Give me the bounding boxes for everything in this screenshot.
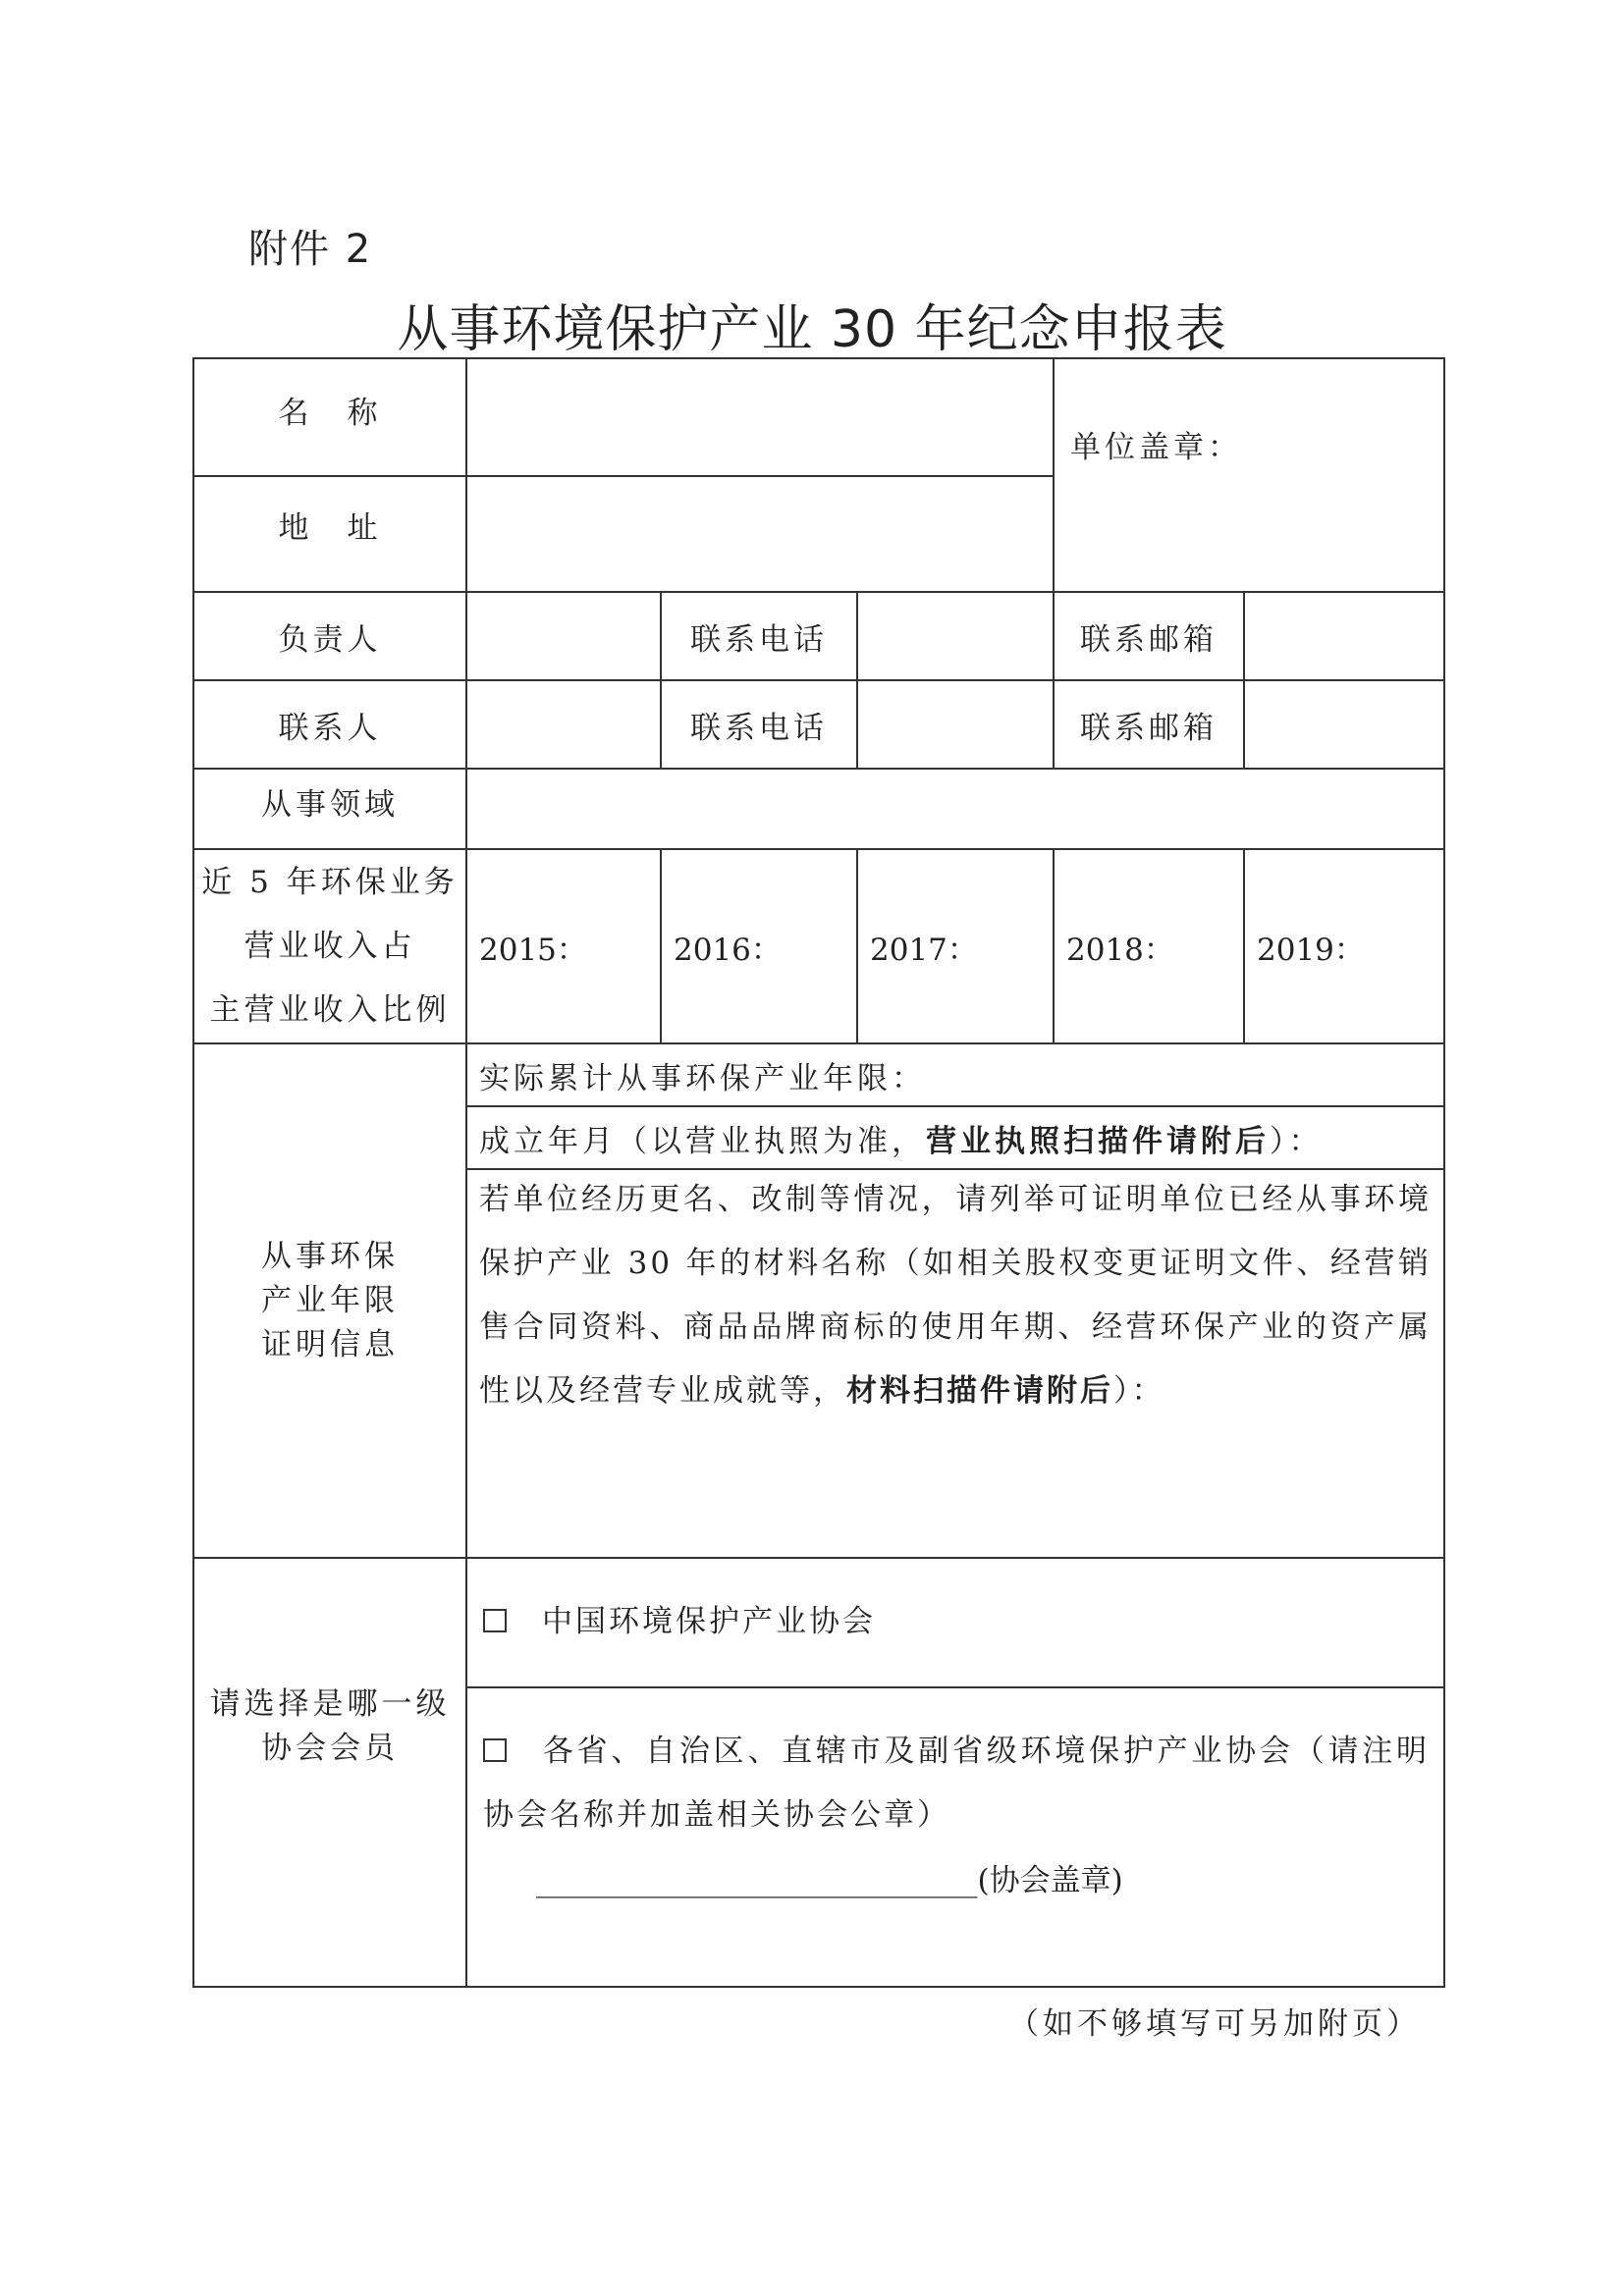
name-label: 名 称 <box>278 395 382 431</box>
row1-role-input[interactable] <box>465 591 662 681</box>
revenue-label: 近 5 年环保业务 营业收入占 主营业收入比例 <box>201 864 459 1028</box>
proof-bold-note: 材料扫描件请附后 <box>846 1373 1113 1409</box>
year-2018: 2018： <box>1066 932 1174 968</box>
address-input-cell[interactable] <box>465 475 1055 593</box>
row1-phone-label: 联系电话 <box>690 621 828 658</box>
proof-label: 从事环保 产业年限 证明信息 <box>261 1238 399 1362</box>
row1-email-label: 联系邮箱 <box>1080 621 1218 658</box>
row2-email-label: 联系邮箱 <box>1080 710 1218 746</box>
checkbox-provincial[interactable] <box>483 1738 507 1762</box>
row2-role-label: 联系人 <box>278 710 382 746</box>
row1-email-input[interactable] <box>1243 591 1445 681</box>
row2-phone-input[interactable] <box>856 679 1055 770</box>
year-2015: 2015： <box>479 932 587 968</box>
row2-phone-label: 联系电话 <box>690 710 828 746</box>
year-2017: 2017： <box>870 932 978 968</box>
national-option[interactable]: 中国环境保护产业协会 <box>483 1590 1426 1654</box>
year-2019: 2019： <box>1257 932 1365 968</box>
form-title: 从事环境保护产业 30 年纪念申报表 <box>397 300 1227 359</box>
founding-line: 成立年月（以营业执照为准， 营业执照扫描件请附后 ）： <box>465 1105 1445 1170</box>
year-2016: 2016： <box>674 932 782 968</box>
row2-role-input[interactable] <box>465 679 662 770</box>
founding-bold-note: 营业执照扫描件请附后 <box>926 1123 1270 1159</box>
proof-years-line: 实际累计从事环保产业年限： <box>479 1060 926 1096</box>
row1-phone-input[interactable] <box>856 591 1055 681</box>
name-input-cell[interactable] <box>465 357 1055 477</box>
association-seal-line: _____________________________(协会盖章) <box>536 1863 1123 1898</box>
application-form <box>192 357 1445 1988</box>
field-label: 从事领域 <box>261 786 399 823</box>
address-label: 地 址 <box>278 509 382 546</box>
proof-paragraph: 若单位经历更名、改制等情况，请列举可证明单位已经从事环境保护产业 30 年的材料名称（如相关股权变更证明文件、经营销售合同资料、商品品牌商标的使用年期、经营环保产业的资产属性以及经营专业成就等，材料扫描件请附后）： <box>479 1182 1432 1409</box>
annex-label: 附件 2 <box>248 227 373 272</box>
seal-label: 单位盖章： <box>1070 429 1242 465</box>
row1-role-label: 负责人 <box>278 621 382 658</box>
field-input-cell[interactable] <box>465 768 1445 850</box>
member-label: 请选择是哪一级 协会会员 <box>209 1686 451 1766</box>
checkbox-national[interactable] <box>483 1609 507 1632</box>
footer-note: （如不够填写可另加附页） <box>1008 2006 1421 2042</box>
provincial-option[interactable]: 各省、自治区、直辖市及副省级环境保护产业协会（请注明协会名称并加盖相关协会公章） <box>483 1734 1430 1833</box>
row2-email-input[interactable] <box>1243 679 1445 770</box>
